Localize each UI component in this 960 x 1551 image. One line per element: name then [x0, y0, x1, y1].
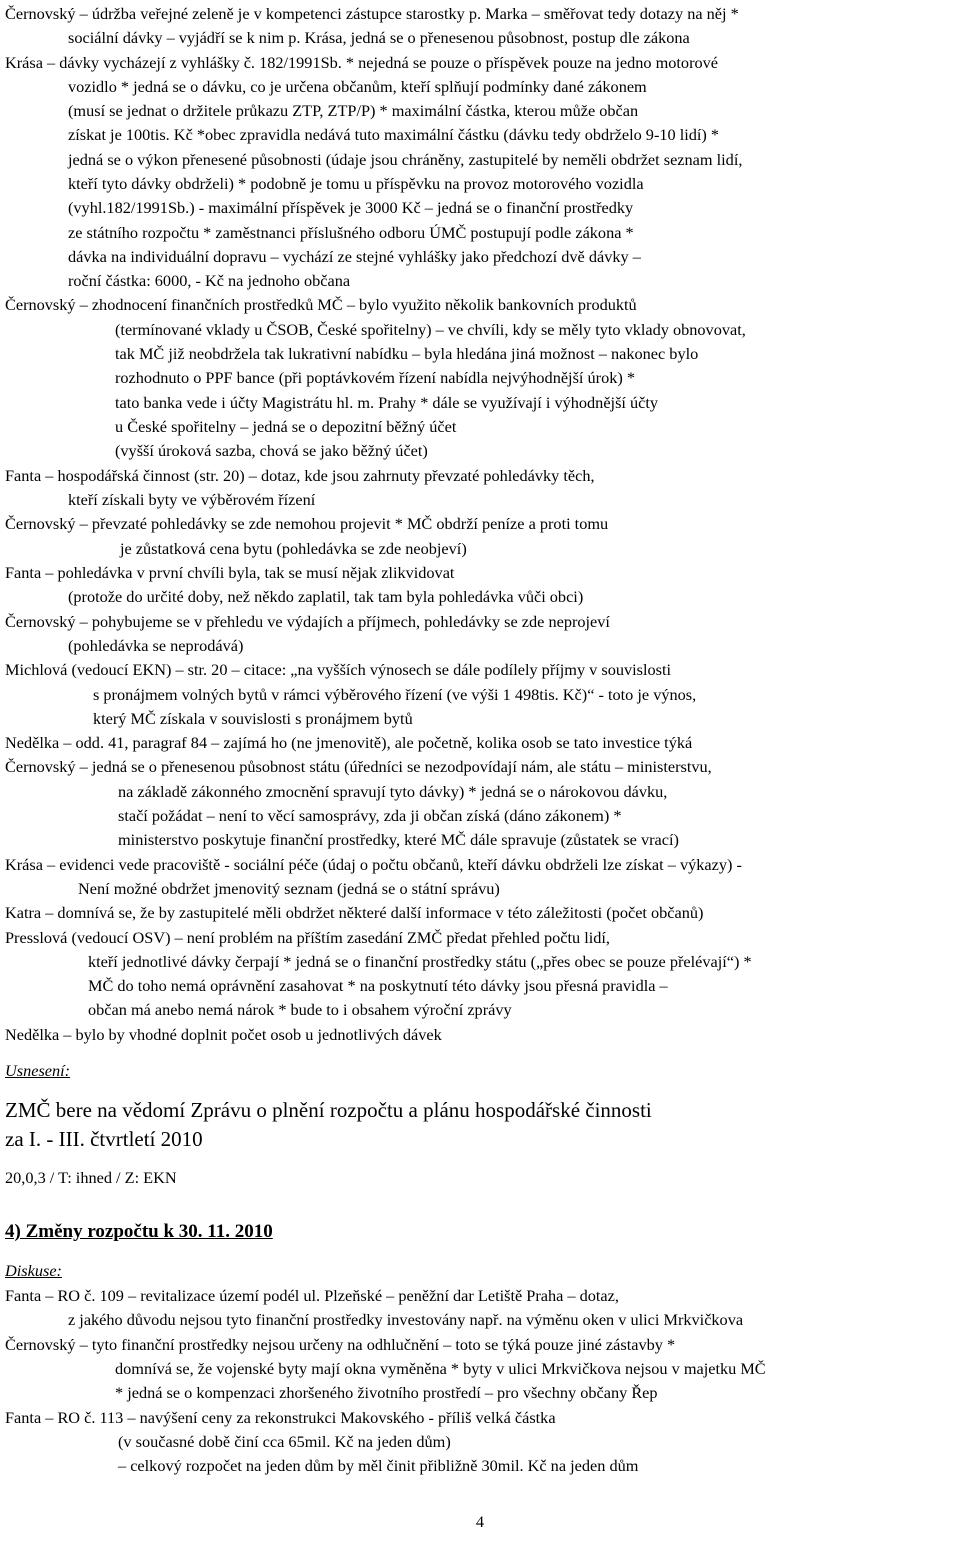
text-line: MČ do toho nemá oprávnění zasahovat * na poskytnutí této dávky jsou přesná pravidla – [88, 976, 668, 995]
text-line: na základě zákonného zmocnění spravují tyto dávky) * jedná se o nárokovou dávku, [118, 782, 668, 801]
text-line: domnívá se, že vojenské byty mají okna vyměněna * byty v ulici Mrkvičkova nejsou v majetku MČ [115, 1359, 766, 1378]
text-line: tak MČ již neobdržela tak lukrativní nabídku – byla hledána jiná možnost – nakonec bylo [115, 344, 699, 363]
resolution-text-line-1: ZMČ bere na vědomí Zprávu o plnění rozpočtu a plánu hospodářské činnosti [5, 1098, 652, 1122]
text-line: – celkový rozpočet na jeden dům by měl činit přibližně 30mil. Kč na jeden dům [118, 1456, 639, 1475]
text-line: získat je 100tis. Kč *obec zpravidla nedává tuto maximální částku (dávku tedy obdrželo 9-10 lidí) * [68, 125, 720, 144]
text-line: (musí se jednat o držitele průkazu ZTP, ZTP/P) * maximální částka, kterou může občan [68, 101, 639, 120]
text-line: kteří získali byty ve výběrovém řízení [68, 490, 316, 509]
text-line: dávka na individuální dopravu – vychází ze stejné vyhlášky jako předchozí dvě dávky – [68, 247, 641, 266]
text-line: Fanta – pohledávka v první chvíli byla, tak se musí nějak zlikvidovat [5, 563, 455, 582]
text-line: roční částka: 6000, - Kč na jednoho občana [68, 271, 351, 290]
text-line: (termínované vklady u ČSOB, České spořitelny) – ve chvíli, kdy se měly tyto vklady obnovovat, [115, 320, 746, 339]
text-line: stačí požádat – není to věcí samosprávy, zda ji občan získá (dáno zákonem) * [118, 806, 622, 825]
text-line: z jakého důvodu nejsou tyto finanční prostředky investovány např. na výměnu oken v ulici Mrkvičkova [68, 1310, 744, 1329]
text-line: Černovský – převzaté pohledávky se zde nemohou projevit * MČ obdrží peníze a proti tomu [5, 514, 609, 533]
text-line: Černovský – jedná se o přenesenou působnost státu (úředníci se nezodpovídají nám, ale státu – ministerstvu, [5, 757, 712, 776]
text-line: Černovský – pohybujeme se v přehledu ve výdajích a příjmech, pohledávky se zde neprojeví [5, 612, 610, 631]
text-line: rozhodnuto o PPF bance (při poptávkovém řízení nabídla nejvýhodnější úrok) * [115, 368, 635, 387]
discussion-label: Diskuse: [5, 1261, 62, 1280]
text-line: ministerstvo poskytuje finanční prostředky, které MČ dále spravuje (zůstatek se vrací) [118, 830, 679, 849]
text-line: Fanta – RO č. 109 – revitalizace území podél ul. Plzeňské – peněžní dar Letiště Praha – dotaz, [5, 1286, 619, 1305]
text-line: Černovský – tyto finanční prostředky nejsou určeny na odhlučnění – toto se týká pouze jiné zástavby * [5, 1335, 676, 1354]
text-line: Nedělka – odd. 41, paragraf 84 – zajímá ho (ne jmenovitě), ale početně, kolika osob se tato investice týká [5, 733, 693, 752]
resolution-text-line-2: za I. - III. čtvrtletí 2010 [5, 1127, 203, 1151]
text-line: Fanta – RO č. 113 – navýšení ceny za rekonstrukci Makovského - příliš velká částka [5, 1408, 556, 1427]
text-line: (vyšší úroková sazba, chová se jako běžný účet) [115, 441, 428, 460]
text-line: tato banka vede i účty Magistrátu hl. m. Prahy * dále se využívají i výhodnější účty [115, 393, 659, 412]
text-line: * jedná se o kompenzaci zhoršeného životního prostředí – pro všechny občany Řep [115, 1383, 658, 1402]
text-line: (pohledávka se neprodává) [68, 636, 244, 655]
text-line: Krása – evidenci vede pracoviště - sociální péče (údaj o počtu občanů, kteří dávku obdrželi lze získat – výkazy) - [5, 855, 742, 874]
text-line: Fanta – hospodářská činnost (str. 20) – dotaz, kde jsou zahrnuty převzaté pohledávky těch, [5, 466, 595, 485]
text-line: (vyhl.182/1991Sb.) - maximální příspěvek je 3000 Kč – jedná se o finanční prostředky [68, 198, 634, 217]
text-line: (v současné době činí cca 65mil. Kč na jeden dům) [118, 1432, 451, 1451]
text-line: kteří tyto dávky obdrželi) * podobně je tomu u příspěvku na provoz motorového vozidla [68, 174, 644, 193]
text-line: ze státního rozpočtu * zaměstnanci příslušného odboru ÚMČ postupují podle zákona * [68, 223, 634, 242]
text-line: Černovský – údržba veřejné zeleně je v kompetenci zástupce starostky p. Marka – směřovat tedy dotazy na něj * [5, 4, 739, 23]
text-line: Černovský – zhodnocení finančních prostředků MČ – bylo využito několik bankovních produktů [5, 295, 637, 314]
vote-result: 20,0,3 / T: ihned / Z: EKN [5, 1168, 177, 1187]
text-line: Není možné obdržet jmenovitý seznam (jedná se o státní správu) [78, 879, 500, 898]
text-line: s pronájmem volných bytů v rámci výběrového řízení (ve výši 1 498tis. Kč)“ - toto je výnos, [93, 685, 697, 704]
text-line: který MČ získala v souvislosti s pronájmem bytů [93, 709, 413, 728]
text-line: (protože do určité doby, než někdo zaplatil, tak tam byla pohledávka vůči obci) [68, 587, 584, 606]
section-heading: 4) Změny rozpočtu k 30. 11. 2010 [5, 1221, 273, 1242]
text-line: Presslová (vedoucí OSV) – není problém na příštím zasedání ZMČ předat přehled počtu lidí, [5, 928, 610, 947]
text-line: sociální dávky – vyjádří se k nim p. Krása, jedná se o přenesenou působnost, postup dle zákona [68, 28, 690, 47]
page-number: 4 [475, 1512, 485, 1531]
text-line: Katra – domnívá se, že by zastupitelé měli obdržet některé další informace v této záležitosti (počet občanů) [5, 903, 704, 922]
text-line: Michlová (vedoucí EKN) – str. 20 – citace: „na vyšších výnosech se dále podílely příjmy v souvislosti [5, 660, 672, 679]
text-line: Krása – dávky vycházejí z vyhlášky č. 182/1991Sb. * nejedná se pouze o příspěvek pouze na jedno motorové [5, 53, 719, 72]
text-line: je zůstatková cena bytu (pohledávka se zde neobjeví) [120, 539, 467, 558]
text-line: Nedělka – bylo by vhodné doplnit počet osob u jednotlivých dávek [5, 1025, 442, 1044]
text-line: u České spořitelny – jedná se o depozitní běžný účet [115, 417, 457, 436]
resolution-label: Usnesení: [5, 1061, 71, 1080]
text-line: jedná se o výkon přenesené působnosti (údaje jsou chráněny, zastupitelé by neměli obdržet seznam lidí, [68, 150, 743, 169]
text-line: občan má anebo nemá nárok * bude to i obsahem výroční zprávy [88, 1000, 512, 1019]
text-line: kteří jednotlivé dávky čerpají * jedná se o finanční prostředky státu („přes obec se pouze přelévají“) * [88, 952, 752, 971]
text-line: vozidlo * jedná se o dávku, co je určena občanům, kteří splňují podmínky dané zákonem [68, 77, 647, 96]
